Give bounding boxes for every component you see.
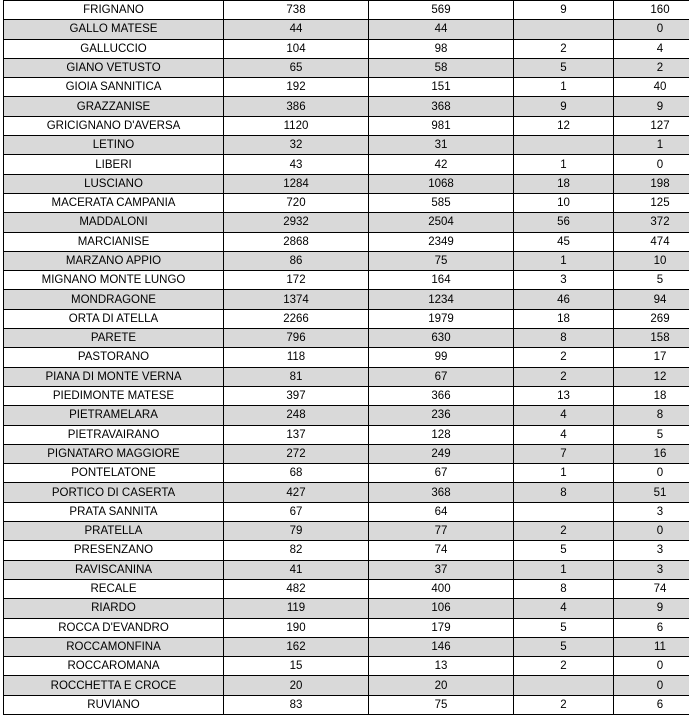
table-row[interactable] <box>4 599 689 618</box>
cell-col4[interactable]: 2 <box>514 39 614 58</box>
cell-comune[interactable]: PRESENZANO <box>4 541 224 560</box>
cell-col5[interactable]: 16 <box>614 444 689 463</box>
cell-comune[interactable]: ROCCA D'EVANDRO <box>4 618 224 637</box>
cell-col3[interactable]: 585 <box>369 193 514 212</box>
cell-col5[interactable]: 6 <box>614 618 689 637</box>
cell-comune[interactable]: MARZANO APPIO <box>4 251 224 270</box>
cell-col5[interactable]: 269 <box>614 309 689 328</box>
cell-comune[interactable]: FRIGNANO <box>4 1 224 20</box>
cell-col2[interactable]: 81 <box>224 367 369 386</box>
table-row[interactable] <box>4 251 689 270</box>
cell-col5[interactable]: 5 <box>614 271 689 290</box>
cell-col2[interactable]: 386 <box>224 97 369 116</box>
cell-col3[interactable]: 249 <box>369 444 514 463</box>
cell-col2[interactable]: 192 <box>224 78 369 97</box>
table-row[interactable] <box>4 618 689 637</box>
cell-col3[interactable]: 2349 <box>369 232 514 251</box>
cell-col2[interactable]: 2932 <box>224 213 369 232</box>
cell-col3[interactable]: 146 <box>369 637 514 656</box>
table-row[interactable] <box>4 695 689 714</box>
cell-comune[interactable]: LETINO <box>4 136 224 155</box>
table-row[interactable] <box>4 97 689 116</box>
cell-col3[interactable]: 164 <box>369 271 514 290</box>
cell-comune[interactable]: PIETRAVAIRANO <box>4 425 224 444</box>
cell-col4[interactable] <box>514 136 614 155</box>
cell-col5[interactable]: 372 <box>614 213 689 232</box>
cell-col2[interactable]: 1284 <box>224 174 369 193</box>
cell-col3[interactable]: 67 <box>369 367 514 386</box>
cell-col4[interactable]: 18 <box>514 174 614 193</box>
cell-col2[interactable]: 272 <box>224 444 369 463</box>
cell-col3[interactable]: 98 <box>369 39 514 58</box>
table-row[interactable] <box>4 425 689 444</box>
cell-col5[interactable]: 3 <box>614 502 689 521</box>
cell-comune[interactable]: GRICIGNANO D'AVERSA <box>4 116 224 135</box>
table-row[interactable] <box>4 657 689 676</box>
table-row[interactable] <box>4 136 689 155</box>
cell-comune[interactable]: PRATA SANNITA <box>4 502 224 521</box>
cell-col5[interactable]: 51 <box>614 483 689 502</box>
cell-col4[interactable]: 2 <box>514 522 614 541</box>
cell-col4[interactable]: 7 <box>514 444 614 463</box>
cell-col5[interactable]: 6 <box>614 695 689 714</box>
cell-col3[interactable]: 179 <box>369 618 514 637</box>
cell-comune[interactable]: MIGNANO MONTE LUNGO <box>4 271 224 290</box>
cell-col5[interactable]: 125 <box>614 193 689 212</box>
cell-comune[interactable]: RIARDO <box>4 599 224 618</box>
cell-col4[interactable]: 1 <box>514 155 614 174</box>
cell-col5[interactable]: 3 <box>614 560 689 579</box>
cell-col2[interactable]: 44 <box>224 20 369 39</box>
cell-col2[interactable]: 68 <box>224 464 369 483</box>
cell-col4[interactable]: 10 <box>514 193 614 212</box>
cell-col2[interactable]: 190 <box>224 618 369 637</box>
table-row[interactable] <box>4 174 689 193</box>
cell-col5[interactable]: 3 <box>614 541 689 560</box>
cell-col3[interactable]: 74 <box>369 541 514 560</box>
cell-col5[interactable]: 2 <box>614 58 689 77</box>
cell-col4[interactable] <box>514 20 614 39</box>
cell-col3[interactable]: 42 <box>369 155 514 174</box>
cell-col4[interactable]: 5 <box>514 541 614 560</box>
cell-col3[interactable]: 366 <box>369 386 514 405</box>
cell-col3[interactable]: 99 <box>369 348 514 367</box>
cell-col3[interactable]: 1068 <box>369 174 514 193</box>
table-row[interactable] <box>4 309 689 328</box>
municipality-data-table <box>3 0 689 715</box>
cell-comune[interactable]: MARCIANISE <box>4 232 224 251</box>
cell-col4[interactable]: 2 <box>514 348 614 367</box>
cell-comune[interactable]: LUSCIANO <box>4 174 224 193</box>
cell-col3[interactable]: 630 <box>369 329 514 348</box>
cell-col4[interactable]: 8 <box>514 579 614 598</box>
cell-col3[interactable]: 128 <box>369 425 514 444</box>
cell-col3[interactable]: 368 <box>369 97 514 116</box>
table-row[interactable] <box>4 444 689 463</box>
table-row[interactable] <box>4 213 689 232</box>
cell-comune[interactable]: GALLUCCIO <box>4 39 224 58</box>
table-row[interactable] <box>4 193 689 212</box>
cell-comune[interactable]: RAVISCANINA <box>4 560 224 579</box>
cell-col2[interactable]: 67 <box>224 502 369 521</box>
cell-comune[interactable]: PONTELATONE <box>4 464 224 483</box>
cell-col2[interactable]: 427 <box>224 483 369 502</box>
cell-comune[interactable]: PORTICO DI CASERTA <box>4 483 224 502</box>
cell-col2[interactable]: 397 <box>224 386 369 405</box>
cell-col5[interactable]: 4 <box>614 39 689 58</box>
cell-comune[interactable]: MONDRAGONE <box>4 290 224 309</box>
cell-comune[interactable]: ORTA DI ATELLA <box>4 309 224 328</box>
table-row[interactable] <box>4 579 689 598</box>
cell-col4[interactable]: 18 <box>514 309 614 328</box>
cell-comune[interactable]: ROCCAMONFINA <box>4 637 224 656</box>
cell-col3[interactable]: 1234 <box>369 290 514 309</box>
cell-col4[interactable] <box>514 676 614 695</box>
cell-col5[interactable]: 160 <box>614 1 689 20</box>
table-row[interactable] <box>4 78 689 97</box>
cell-col2[interactable]: 1374 <box>224 290 369 309</box>
cell-col5[interactable]: 158 <box>614 329 689 348</box>
cell-comune[interactable]: GIANO VETUSTO <box>4 58 224 77</box>
cell-col4[interactable]: 45 <box>514 232 614 251</box>
cell-col5[interactable]: 0 <box>614 464 689 483</box>
cell-col4[interactable] <box>514 502 614 521</box>
table-row[interactable] <box>4 541 689 560</box>
cell-col2[interactable]: 248 <box>224 406 369 425</box>
cell-col3[interactable]: 569 <box>369 1 514 20</box>
table-row[interactable] <box>4 329 689 348</box>
cell-col2[interactable]: 104 <box>224 39 369 58</box>
table-row[interactable] <box>4 560 689 579</box>
cell-col2[interactable]: 738 <box>224 1 369 20</box>
cell-col5[interactable]: 127 <box>614 116 689 135</box>
cell-col5[interactable]: 0 <box>614 155 689 174</box>
cell-col4[interactable]: 3 <box>514 271 614 290</box>
table-row[interactable] <box>4 271 689 290</box>
cell-col5[interactable]: 0 <box>614 657 689 676</box>
table-row[interactable] <box>4 502 689 521</box>
cell-col3[interactable]: 75 <box>369 251 514 270</box>
cell-col3[interactable]: 75 <box>369 695 514 714</box>
cell-col4[interactable]: 8 <box>514 329 614 348</box>
cell-col2[interactable]: 79 <box>224 522 369 541</box>
cell-col5[interactable]: 40 <box>614 78 689 97</box>
cell-col4[interactable]: 9 <box>514 97 614 116</box>
cell-col3[interactable]: 236 <box>369 406 514 425</box>
cell-comune[interactable]: PIEDIMONTE MATESE <box>4 386 224 405</box>
table-row[interactable] <box>4 637 689 656</box>
table-row[interactable] <box>4 464 689 483</box>
cell-col4[interactable]: 56 <box>514 213 614 232</box>
cell-col4[interactable]: 1 <box>514 560 614 579</box>
cell-col5[interactable]: 11 <box>614 637 689 656</box>
cell-col4[interactable]: 1 <box>514 464 614 483</box>
cell-col2[interactable]: 482 <box>224 579 369 598</box>
cell-col2[interactable]: 720 <box>224 193 369 212</box>
table-row[interactable] <box>4 483 689 502</box>
cell-col3[interactable]: 400 <box>369 579 514 598</box>
table-row[interactable] <box>4 1 689 20</box>
cell-col5[interactable]: 0 <box>614 676 689 695</box>
cell-col4[interactable]: 1 <box>514 78 614 97</box>
cell-comune[interactable]: PIANA DI MONTE VERNA <box>4 367 224 386</box>
cell-col4[interactable]: 2 <box>514 695 614 714</box>
cell-col2[interactable]: 796 <box>224 329 369 348</box>
cell-col3[interactable]: 13 <box>369 657 514 676</box>
cell-col5[interactable]: 0 <box>614 20 689 39</box>
cell-col2[interactable]: 172 <box>224 271 369 290</box>
cell-col4[interactable]: 9 <box>514 1 614 20</box>
cell-col5[interactable]: 198 <box>614 174 689 193</box>
cell-col2[interactable]: 137 <box>224 425 369 444</box>
table-row[interactable] <box>4 522 689 541</box>
cell-col5[interactable]: 0 <box>614 522 689 541</box>
cell-col4[interactable]: 4 <box>514 599 614 618</box>
table-row[interactable] <box>4 39 689 58</box>
cell-col5[interactable]: 474 <box>614 232 689 251</box>
cell-col5[interactable]: 8 <box>614 406 689 425</box>
cell-comune[interactable]: ROCCHETTA E CROCE <box>4 676 224 695</box>
cell-col2[interactable]: 20 <box>224 676 369 695</box>
table-body <box>4 1 689 715</box>
cell-col2[interactable]: 118 <box>224 348 369 367</box>
cell-comune[interactable]: PIGNATARO MAGGIORE <box>4 444 224 463</box>
cell-col5[interactable]: 9 <box>614 599 689 618</box>
table-row[interactable] <box>4 348 689 367</box>
cell-col2[interactable]: 15 <box>224 657 369 676</box>
cell-col3[interactable]: 31 <box>369 136 514 155</box>
cell-col2[interactable]: 2266 <box>224 309 369 328</box>
cell-col2[interactable]: 1120 <box>224 116 369 135</box>
cell-col3[interactable]: 981 <box>369 116 514 135</box>
cell-comune[interactable]: GALLO MATESE <box>4 20 224 39</box>
cell-col2[interactable]: 86 <box>224 251 369 270</box>
cell-col5[interactable]: 10 <box>614 251 689 270</box>
table-row[interactable] <box>4 367 689 386</box>
cell-col3[interactable]: 1979 <box>369 309 514 328</box>
cell-comune[interactable]: GRAZZANISE <box>4 97 224 116</box>
cell-col3[interactable]: 20 <box>369 676 514 695</box>
cell-comune[interactable]: RUVIANO <box>4 695 224 714</box>
table-row[interactable] <box>4 116 689 135</box>
cell-comune[interactable]: RECALE <box>4 579 224 598</box>
cell-col5[interactable]: 18 <box>614 386 689 405</box>
cell-col3[interactable]: 64 <box>369 502 514 521</box>
cell-col2[interactable]: 2868 <box>224 232 369 251</box>
cell-col5[interactable]: 17 <box>614 348 689 367</box>
cell-col4[interactable]: 13 <box>514 386 614 405</box>
cell-comune[interactable]: ROCCAROMANA <box>4 657 224 676</box>
cell-comune[interactable]: MADDALONI <box>4 213 224 232</box>
cell-col3[interactable]: 67 <box>369 464 514 483</box>
cell-comune[interactable]: PASTORANO <box>4 348 224 367</box>
cell-col3[interactable]: 58 <box>369 58 514 77</box>
cell-col4[interactable]: 5 <box>514 637 614 656</box>
cell-col5[interactable]: 5 <box>614 425 689 444</box>
cell-col4[interactable]: 12 <box>514 116 614 135</box>
cell-col4[interactable]: 4 <box>514 406 614 425</box>
cell-col5[interactable]: 9 <box>614 97 689 116</box>
cell-col4[interactable]: 46 <box>514 290 614 309</box>
cell-col4[interactable]: 5 <box>514 618 614 637</box>
table-row[interactable] <box>4 386 689 405</box>
cell-col2[interactable]: 43 <box>224 155 369 174</box>
cell-col4[interactable]: 1 <box>514 251 614 270</box>
cell-col4[interactable]: 2 <box>514 367 614 386</box>
cell-col3[interactable]: 77 <box>369 522 514 541</box>
cell-col2[interactable]: 65 <box>224 58 369 77</box>
cell-comune[interactable]: PIETRAMELARA <box>4 406 224 425</box>
cell-col4[interactable]: 2 <box>514 657 614 676</box>
table-row[interactable] <box>4 155 689 174</box>
table-row[interactable] <box>4 232 689 251</box>
cell-comune[interactable]: LIBERI <box>4 155 224 174</box>
cell-col4[interactable]: 5 <box>514 58 614 77</box>
cell-comune[interactable]: PRATELLA <box>4 522 224 541</box>
cell-col2[interactable]: 32 <box>224 136 369 155</box>
cell-col3[interactable]: 368 <box>369 483 514 502</box>
cell-comune[interactable]: GIOIA SANNITICA <box>4 78 224 97</box>
cell-col5[interactable]: 12 <box>614 367 689 386</box>
cell-col5[interactable]: 74 <box>614 579 689 598</box>
cell-comune[interactable]: MACERATA CAMPANIA <box>4 193 224 212</box>
cell-col5[interactable]: 1 <box>614 136 689 155</box>
table-row[interactable] <box>4 20 689 39</box>
table-row[interactable] <box>4 290 689 309</box>
cell-col2[interactable]: 82 <box>224 541 369 560</box>
cell-col2[interactable]: 162 <box>224 637 369 656</box>
cell-comune[interactable]: PARETE <box>4 329 224 348</box>
table-row[interactable] <box>4 58 689 77</box>
cell-col3[interactable]: 106 <box>369 599 514 618</box>
table-row[interactable] <box>4 676 689 695</box>
cell-col3[interactable]: 151 <box>369 78 514 97</box>
cell-col3[interactable]: 37 <box>369 560 514 579</box>
cell-col4[interactable]: 8 <box>514 483 614 502</box>
cell-col4[interactable]: 4 <box>514 425 614 444</box>
cell-col2[interactable]: 83 <box>224 695 369 714</box>
cell-col2[interactable]: 41 <box>224 560 369 579</box>
cell-col2[interactable]: 119 <box>224 599 369 618</box>
cell-col3[interactable]: 44 <box>369 20 514 39</box>
table-row[interactable] <box>4 406 689 425</box>
cell-col3[interactable]: 2504 <box>369 213 514 232</box>
cell-col5[interactable]: 94 <box>614 290 689 309</box>
